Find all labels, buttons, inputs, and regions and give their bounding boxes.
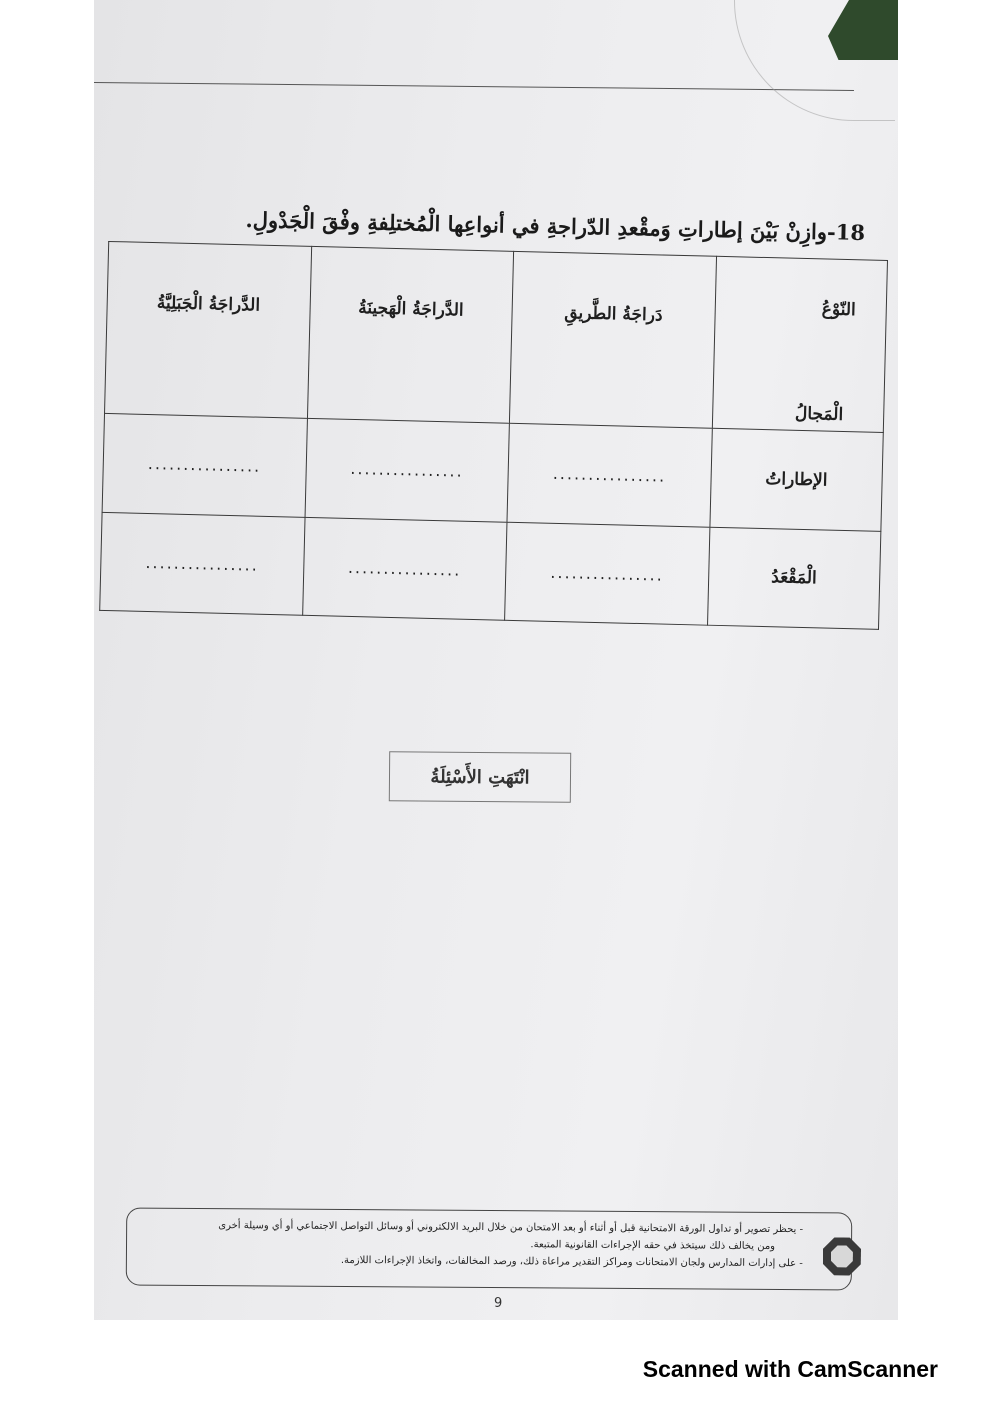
answer-blank[interactable]: ................ <box>505 522 710 625</box>
table-row-seat <box>100 512 881 630</box>
corner-field-label: الْمَجالُ <box>794 403 844 425</box>
row-label-seat: الْمَقْعَدُ <box>707 527 881 630</box>
row-label-tires: الإطاراتُ <box>710 428 884 531</box>
exam-warning-note <box>126 1207 853 1290</box>
left-margin <box>0 0 94 1320</box>
warning-line-2: ومن يخالف ذلك سيتخذ في حقه الإجراءات القانونية المتبعة. <box>530 1239 776 1252</box>
column-header-hybrid-bike: الدَّراجَةُ الْهَجينَةُ <box>307 246 514 423</box>
end-of-questions-label: انْتَهَتِ الأَسْئِلَةُ <box>430 766 530 788</box>
corner-type-label: النّوْعُ <box>821 299 857 321</box>
column-header-road-bike: دَراجَةُ الطَّريقِ <box>509 251 716 428</box>
answer-blank[interactable]: ................ <box>305 418 510 521</box>
answer-blank[interactable]: ................ <box>507 423 712 526</box>
table-corner-cell <box>712 256 888 432</box>
end-of-questions-box <box>389 751 571 803</box>
page-fold-line <box>94 82 854 91</box>
comparison-table-grid <box>99 241 888 630</box>
answer-blank[interactable]: ................ <box>302 517 507 620</box>
table-header-row <box>105 241 888 432</box>
question-18: 18-وازِنْ بَيْنَ إطاراتِ وَمقْعدِ الدّراجةِ في أنواعِها الْمُختلِفةِ وفْقَ الْجَدْولِ. <box>245 207 866 245</box>
answer-blank[interactable]: ................ <box>102 413 307 516</box>
page-fold-curve <box>734 0 895 121</box>
answer-blank[interactable]: ................ <box>100 512 305 615</box>
column-header-mountain-bike: الدَّراجَةُ الْجَبَلِيَّةُ <box>105 241 312 418</box>
scanner-watermark: Scanned with CamScanner <box>642 1356 938 1382</box>
warning-line-3: - على إدارات المدارس ولجان الامتحانات ومراكز التقدير مراعاة ذلك، ورصد المخالفات، واتخاذ الإجراءات اللازمة. <box>340 1254 803 1270</box>
page-number: 9 <box>494 1296 503 1311</box>
table-row-tires <box>102 413 883 531</box>
warning-line-1: - يحظر تصوير أو تداول الورقة الامتحانية قبل أو أثناء أو بعد الامتحان من خلال البريد الالكتروني أو وسائل التواصل الاجتماعي أو أي وسيلة أخرى <box>218 1220 804 1236</box>
comparison-table <box>99 241 888 630</box>
scanned-page <box>94 0 898 1320</box>
